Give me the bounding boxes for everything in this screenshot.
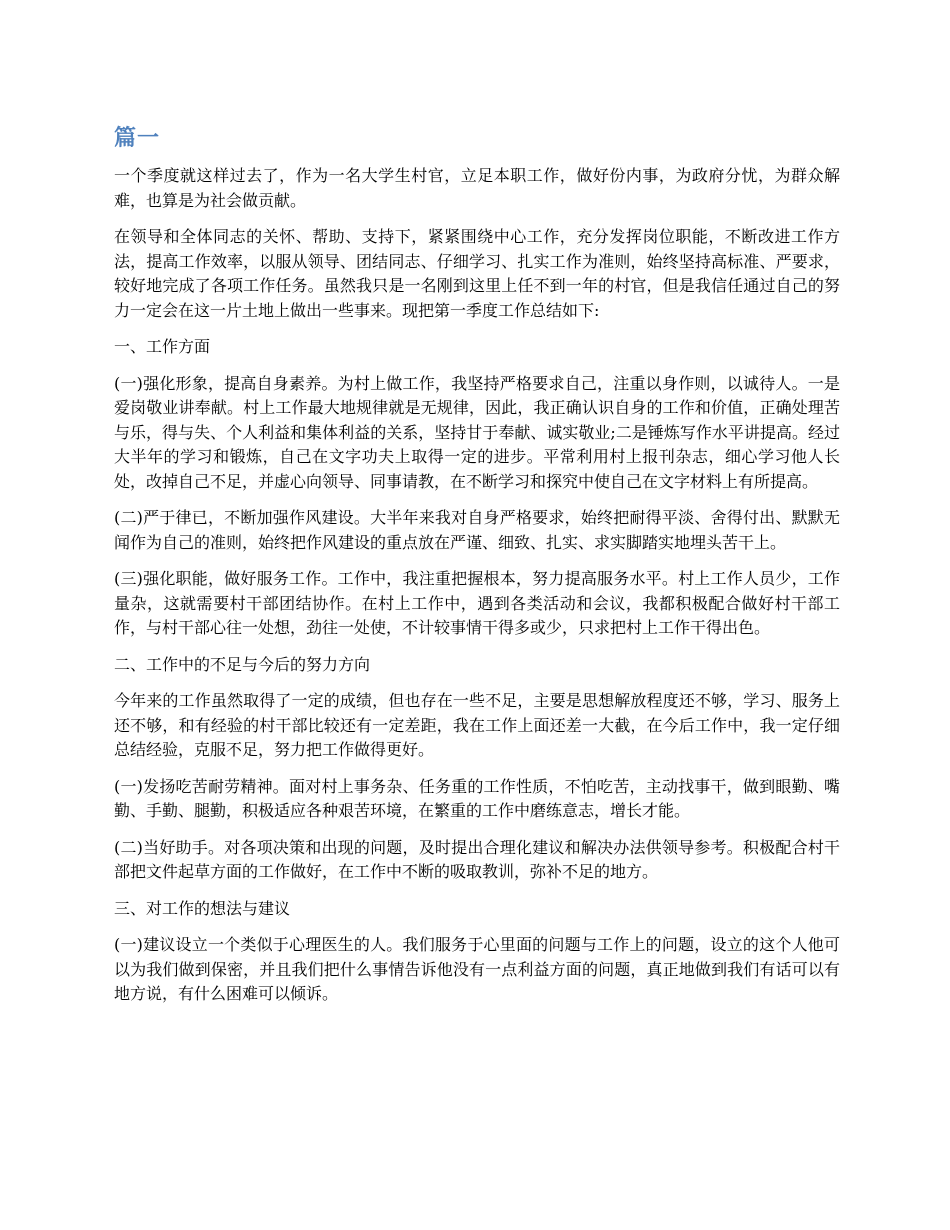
paragraph-work-1: (一)强化形象，提高自身素养。为村上做工作，我坚持严格要求自己，注重以身作则，以诚待人。一是爱岗敬业讲奉献。村上工作最大地规律就是无规律，因此，我正确认识自身的工作和价值，正确处理苦与乐，得与失、个人利益和集体利益的关系，坚持甘于奉献、诚实敬业;二是锤炼写作水平讲提高。经过大半年的学习和锻炼，自己在文字功夫上取得一定的进步。平常利用村上报刊杂志，细心学习他人长处，改掉自己不足，并虚心向领导、同事请教，在不断学习和探究中使自己在文字材料上有所提高。	[114, 373, 840, 491]
document-page	[114, 122, 840, 1019]
section-heading: 篇一	[114, 126, 161, 151]
subheading-suggestions: 三、对工作的想法与建议	[114, 898, 291, 918]
paragraph-shortcomings: 今年来的工作虽然取得了一定的成绩，但也存在一些不足，主要是思想解放程度还不够，学习、服务上还不够，和有经验的村干部比较还有一定差距，我在工作上面还差一大截，在今后工作中，我一定仔细总结经验，克服不足，努力把工作做得更好。	[114, 691, 840, 759]
paragraph-work-2: (二)严于律已，不断加强作风建设。大半年来我对自身严格要求，始终把耐得平淡、舍得付出、默默无闻作为自己的准则，始终把作风建设的重点放在严谨、细致、扎实、求实脚踏实地埋头苦干上。	[114, 508, 840, 552]
paragraph-work-3: (三)强化职能，做好服务工作。工作中，我注重把握根本，努力提高服务水平。村上工作人员少，工作量杂，这就需要村干部团结协作。在村上工作中，遇到各类活动和会议，我都积极配合做好村干部工作，与村干部心往一处想，劲往一处使，不计较事情干得多或少，只求把村上工作干得出色。	[114, 569, 840, 637]
paragraph-overview: 在领导和全体同志的关怀、帮助、支持下，紧紧围绕中心工作，充分发挥岗位职能，不断改进工作方法，提高工作效率，以服从领导、团结同志、仔细学习、扎实工作为准则，始终坚持高标准、严要求，较好地完成了各项工作任务。虽然我只是一名刚到这里上任不到一年的村官，但是我信任通过自己的努力一定会在这一片土地上做出一些事来。现把第一季度工作总结如下:	[114, 227, 840, 320]
paragraph-suggestion-1: (一)建议设立一个类似于心理医生的人。我们服务于心里面的问题与工作上的问题，设立的这个人他可以为我们做到保密，并且我们把什么事情告诉他没有一点利益方面的问题，真正地做到我们有话可以有地方说，有什么困难可以倾诉。	[114, 935, 840, 1003]
subheading-shortcomings: 二、工作中的不足与今后的努力方向	[114, 654, 371, 674]
paragraph-improve-2: (二)当好助手。对各项决策和出现的问题，及时提出合理化建议和解决办法供领导参考。积极配合村干部把文件起草方面的工作做好，在工作中不断的吸取教训，弥补不足的地方。	[114, 837, 840, 881]
paragraph-improve-1: (一)发扬吃苦耐劳精神。面对村上事务杂、任务重的工作性质，不怕吃苦，主动找事干，做到眼勤、嘴勤、手勤、腿勤，积极适应各种艰苦环境，在繁重的工作中磨练意志，增长才能。	[114, 776, 840, 820]
paragraph-intro: 一个季度就这样过去了，作为一名大学生村官，立足本职工作，做好份内事，为政府分忧，为群众解难，也算是为社会做贡献。	[114, 166, 840, 210]
subheading-work: 一、工作方面	[114, 337, 211, 356]
